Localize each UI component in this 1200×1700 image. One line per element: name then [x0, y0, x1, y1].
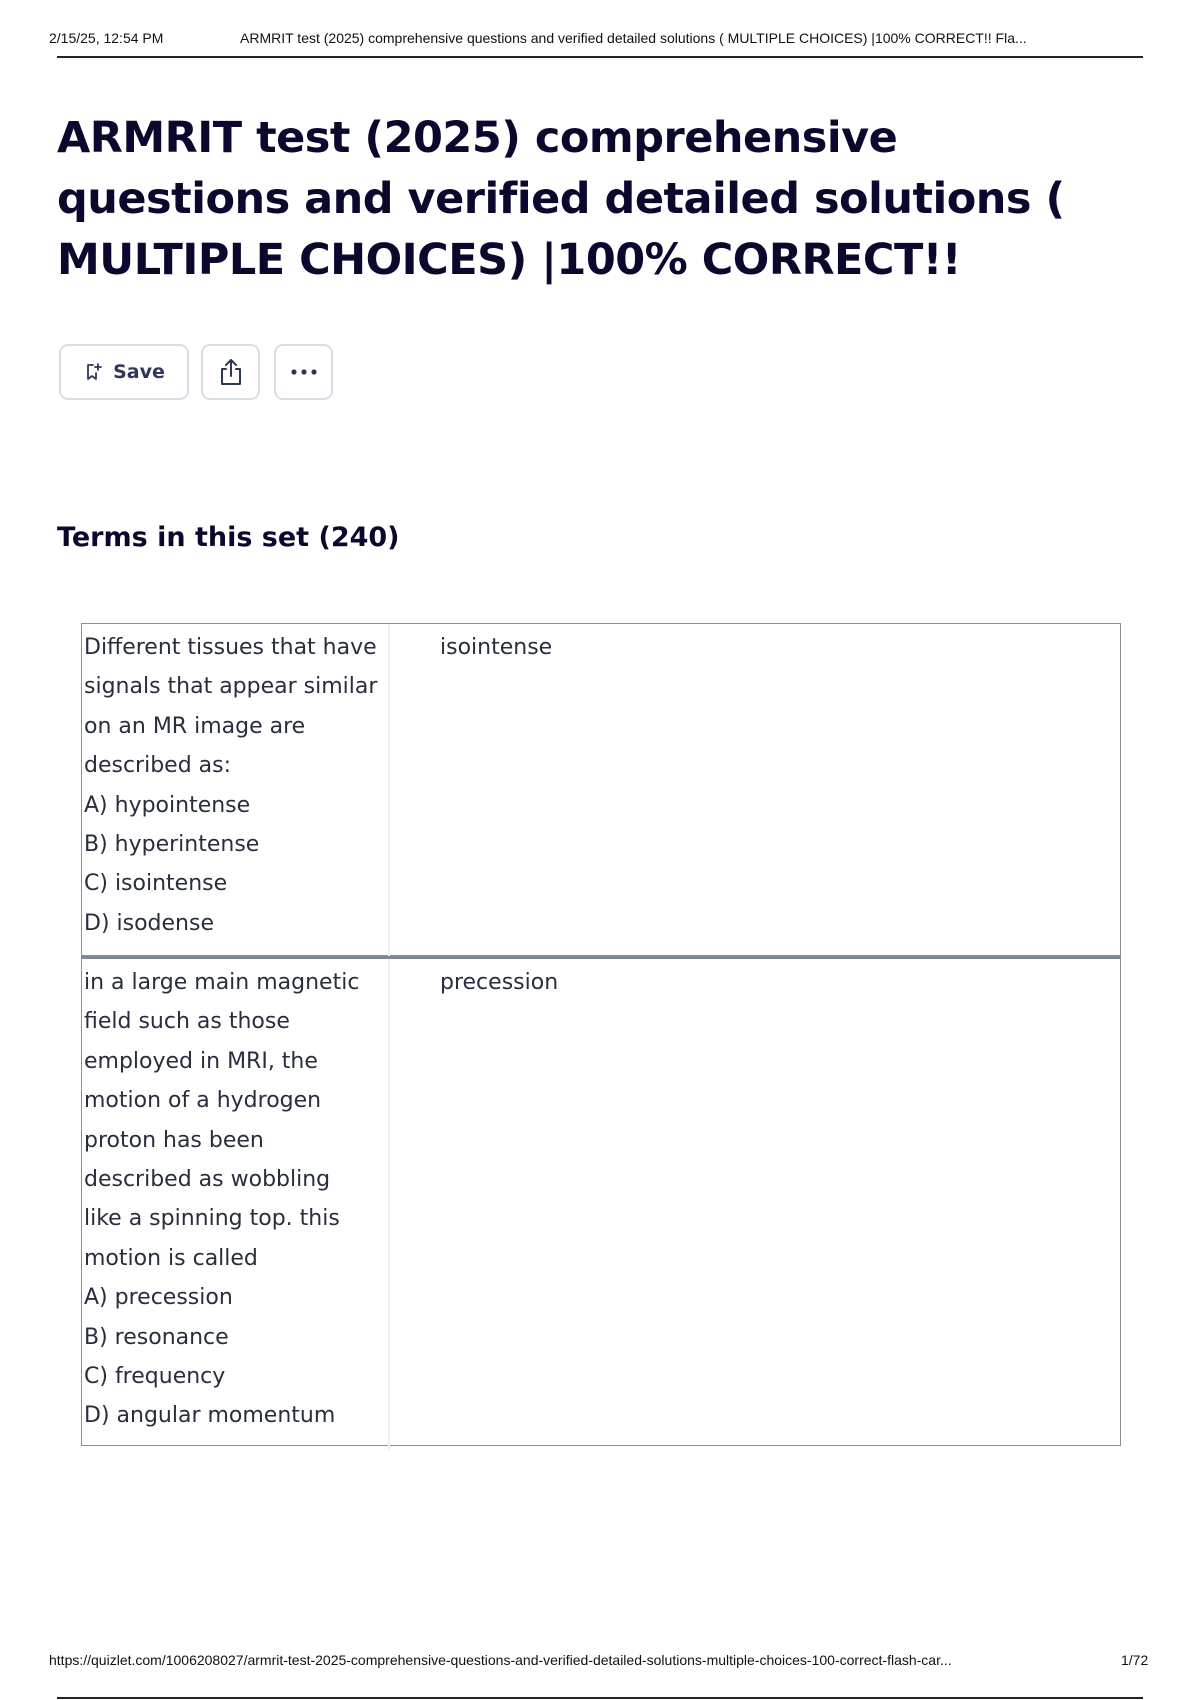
print-url: https://quizlet.com/1006208027/armrit-test-2025-comprehensive-questions-and-verified-detailed-solutions-multiple-choices-100-correct-flash-car...: [49, 1652, 952, 1668]
header-divider: [57, 56, 1143, 58]
term-text: Different tissues that have signals that appear similar on an MR image are described as: A) hypointense B) hyperintense C) isointense D) isodense: [82, 624, 390, 957]
more-options-button[interactable]: [274, 344, 333, 400]
terms-heading: Terms in this set (240): [57, 522, 400, 553]
share-icon: [217, 357, 245, 387]
footer-divider: [57, 1697, 1143, 1699]
term-card: [81, 956, 1121, 1446]
bookmark-add-icon: [83, 362, 103, 382]
definition-text: isointense: [440, 635, 553, 660]
terms-list: [81, 623, 1121, 1446]
term-text: in a large main magnetic field such as those employed in MRI, the motion of a hydrogen proton has been described as wobbling like a spinning top. this motion is called A) precession B) resonance C) frequency D) angular momentum: [82, 959, 390, 1450]
save-button-label: Save: [113, 361, 165, 383]
print-datetime: 2/15/25, 12:54 PM: [49, 30, 164, 46]
definition-text: precession: [440, 970, 559, 995]
save-button[interactable]: [59, 344, 189, 400]
share-button[interactable]: [201, 344, 260, 400]
print-doc-title: ARMRIT test (2025) comprehensive questions and verified detailed solutions ( MULTIPLE CHOICES) |100% CORRECT!! Fla...: [240, 30, 1027, 46]
term-card: [81, 623, 1121, 956]
more-horizontal-icon: [290, 368, 318, 376]
page-number: 1/72: [1121, 1652, 1149, 1668]
page-title: ARMRIT test (2025) comprehensive questions and verified detailed solutions ( MULTIPLE CHOICES) |100% CORRECT!!: [57, 113, 1065, 285]
